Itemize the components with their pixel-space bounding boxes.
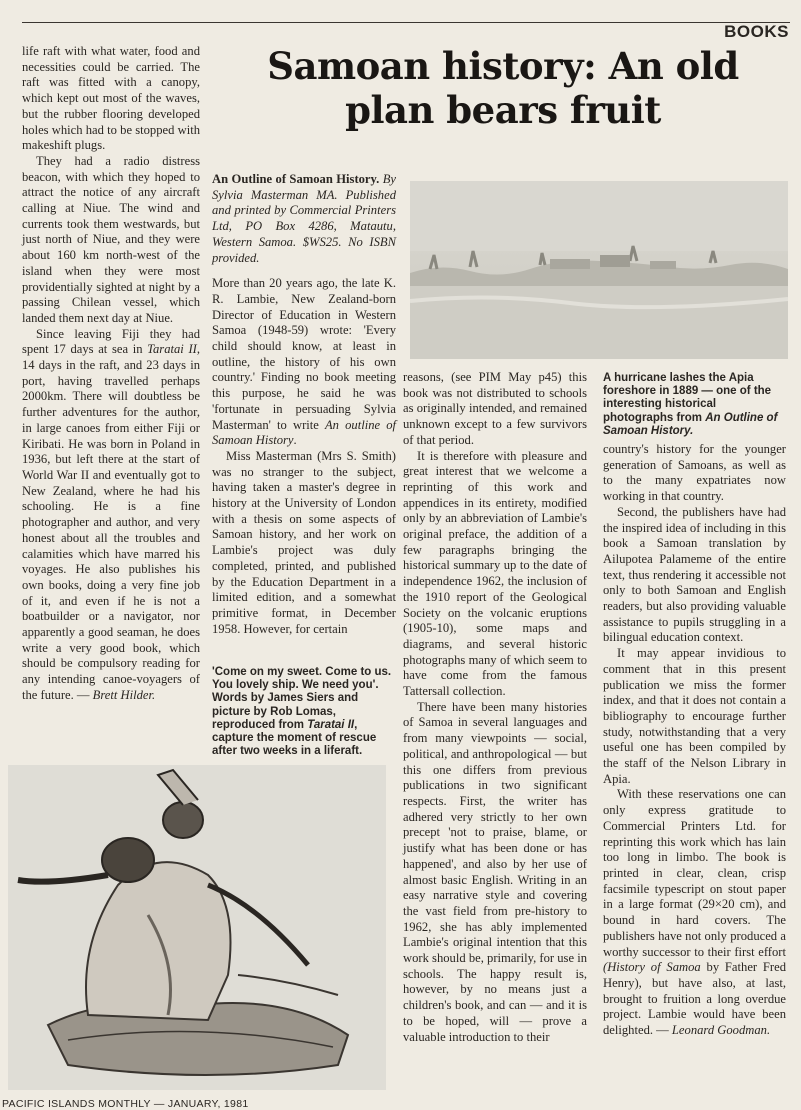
paragraph: life raft with what water, food and necessities could be carried. The raft was fitted with a canopy, which kept out most of the waves, but the rubber flooring developed holes which had to be stopped with makeshift plugs. bbox=[22, 44, 200, 153]
paragraph: More than 20 years ago, the late K. R. Lambie, New Zealand-born Director of Education in Western Samoa (1948-59) wrote: 'Every child should know, at least in outline, the history of his own country.' Finding no book meeting this purpose, he said he was 'fortunate in persuading Sylvia Masterman' to write An outline of Samoan History. bbox=[212, 276, 397, 448]
page-footer: PACIFIC ISLANDS MONTHLY — JANUARY, 1981 bbox=[2, 1098, 249, 1110]
paragraph: reasons, (see PIM May p45) this book was not distributed to schools as originally intended, and remained unknown except to a few survivors of that period. bbox=[403, 370, 587, 447]
column-4 bbox=[603, 442, 786, 1039]
top-rule bbox=[22, 22, 790, 23]
book-title: An Outline of Samoan History. bbox=[212, 172, 380, 186]
paragraph: It may appear invidious to comment that in this present publication we miss the former index, and that it does not contain a bibliography to encourage further study, notwithstanding that a very useful one has been compiled by the staff of the Nelson Library in Apia. bbox=[603, 646, 786, 786]
rescue-illustration bbox=[8, 765, 386, 1090]
reviewer-signature: Brett Hilder. bbox=[92, 687, 156, 702]
paragraph: Since leaving Fiji they had spent 17 days at sea in Taratai II, 14 days in the raft, and 23 days in port, having travelled perhaps 2000km. There will doubtless be further adventures for the author, in large canoes from either Fiji or Kiribati. He was born in Poland in 1936, but left there at the start of World War II and eventually got to New Zealand, where he had his schooling. He is a fine photographer and author, and very honest about all the troubles and calamities which have marred his voyages. He also publishes his own books, doing a very fine job of it, and even if he is not a boatbuilder or a navigator, nor apparently a good seaman, he does write a very good book, which should be compulsory reading for any intending canoe-voyagers of the future. — Brett Hilder. bbox=[22, 326, 200, 702]
paragraph: There have been many histories of Samoa in several languages and from many viewpoints — social, political, and anthropological — but this one differs from previous publications in two significant respects. First, the writer has adhered very strictly to her own precept 'not to praise, blame, or justify what has been done or has happened', and also by her use of almost basic English. Writing in an easy narrative style and covering the vast field from pre-history to 1962, she has ably implemented Lambie's original intention that this work should be, primarily, for use in schools. The happy result is, however, by no means just a children's book, and can — and it is to be hoped, will — prove a valuable introduction to their bbox=[403, 699, 587, 1044]
section-label: BOOKS bbox=[724, 22, 789, 41]
book-details bbox=[212, 172, 396, 266]
hurricane-photo-image bbox=[410, 181, 788, 359]
headline-line-1: Samoan history: An old bbox=[267, 44, 739, 88]
column-1 bbox=[22, 44, 200, 704]
paragraph: Miss Masterman (Mrs S. Smith) was no stranger to the subject, having taken a master's degree in history at the University of London with a thesis on some aspects of Samoan history, and her work on Lambie's project was duly completed, printed, and published by the Education Department in a limited edition, and a somewhat primitive format, in December 1958. However, for certain bbox=[212, 448, 396, 636]
headline-line-2: plan bears fruit bbox=[345, 88, 661, 132]
rescue-illustration-drawing bbox=[8, 765, 386, 1090]
reviewer-signature: Leonard Goodman. bbox=[671, 1023, 771, 1038]
paragraph: They had a radio distress beacon, with which they hoped to attract the notice of any aircraft calling at Niue. The wind and currents took them westwards, but just north of Niue, and they were about 160 km north-west of the island when they were most providentially sighted at night by a passing Chilean vessel, which landed them next day at Niue. bbox=[22, 153, 200, 325]
paragraph: Second, the publishers have had the inspired idea of including in this book a Samoan translation by Ailupotea Palameme of the entire text, thus rendering it accessible not only to both Samoan and English readers, but also providing valuable assistance to pupils struggling in a bilingual education context. bbox=[603, 504, 786, 645]
column-2 bbox=[212, 172, 396, 637]
paragraph: country's history for the younger generation of Samoans, as well as to the many expatriates now working in that country. bbox=[603, 442, 786, 504]
caption-hurricane: A hurricane lashes the Apia foreshore in 1889 — one of the interesting historical photographs from An Outline of Samoan History. bbox=[603, 372, 778, 437]
hurricane-photo bbox=[410, 181, 788, 359]
caption-rescue: 'Come on my sweet. Come to us. You lovely ship. We need you'. Words by James Siers and picture by Rob Lomas, reproduced from Taratai II, capture the moment of rescue after two weeks in a liferaft. bbox=[212, 666, 392, 758]
paragraph: It is therefore with pleasure and great interest that we welcome a reprinting of this work and appendices in its entirety, modified only by an abbreviation of Lambie's original preface, the addition of a few paragraphs bringing the historical summary up to the date of independence 1962, the inclusion of the 1910 report of the Geological Society on the volcanic eruptions (1905-10), some maps and diagrams, and several historic photographs many of which seem to have come from the famous Tattersall collection. bbox=[403, 448, 587, 699]
book-info: By Sylvia Masterman MA. Published and printed by Commercial Printers Ltd, PO Box 4286, Matautu, Western Samoa. $WS25. No ISBN provided. bbox=[212, 172, 396, 265]
paragraph: With these reservations one can only express gratitude to Commercial Printers Ltd. for reprinting this work which has lain too long in limbo. The book is printed in clear, clean, crisp facsimile typescript on stout paper in a large format (29×20 cm), and bound in hard covers. The publishers have not only produced a worthy successor to their first effort (History of Samoa by Father Fred Henry), but have also, at last, brought to fruition a long overdue project. Lambie would have been delighted. — Leonard Goodman. bbox=[603, 787, 787, 1038]
headline bbox=[208, 44, 798, 132]
column-3 bbox=[403, 370, 587, 1045]
